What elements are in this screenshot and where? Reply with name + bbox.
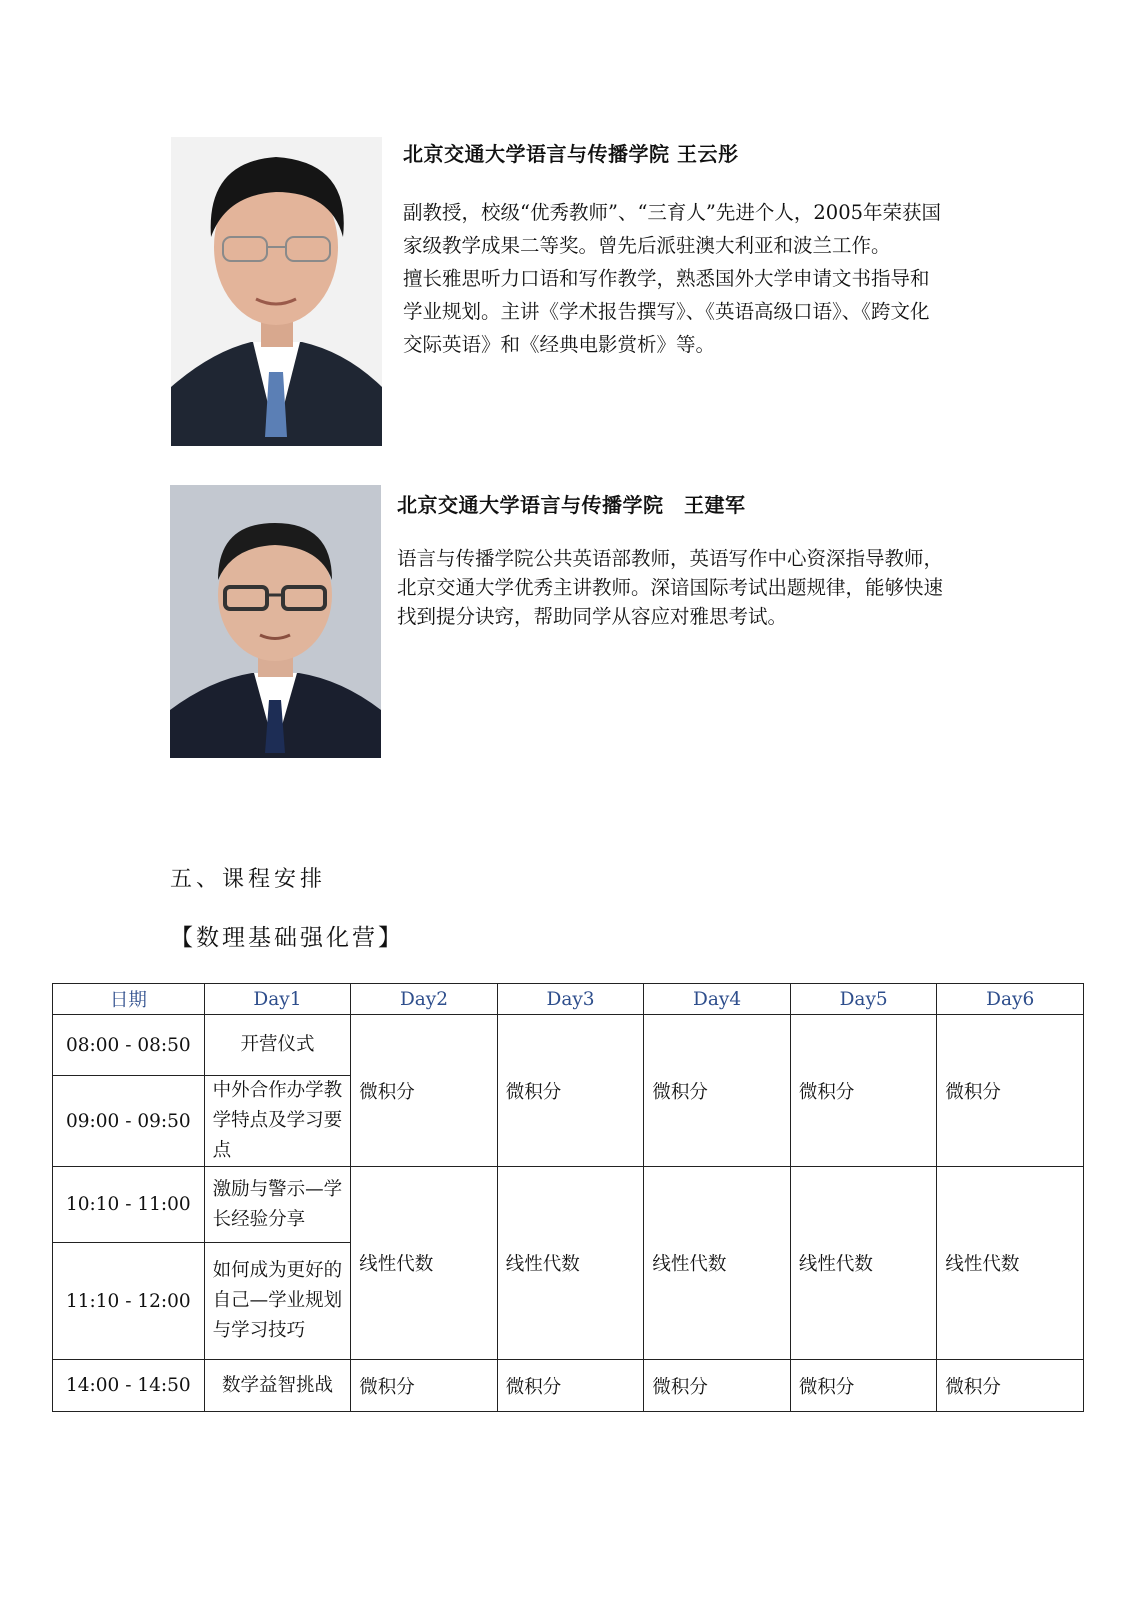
table-row — [53, 1167, 1084, 1243]
section-title: 五、课程安排 — [170, 867, 327, 892]
time-slot: 09:00 - 09:50 — [53, 1076, 205, 1167]
course-cell: 微积分 — [790, 1015, 937, 1167]
course-cell: 线性代数 — [790, 1167, 937, 1360]
table-row — [53, 1360, 1084, 1412]
course-cell: 微积分 — [937, 1360, 1084, 1412]
course-cell: 微积分 — [351, 1015, 498, 1167]
time-slot: 10:10 - 11:00 — [53, 1167, 205, 1243]
schedule-header-row — [53, 984, 1084, 1015]
teacher-1-bio — [403, 196, 946, 361]
course-cell: 线性代数 — [644, 1167, 791, 1360]
time-slot: 14:00 - 14:50 — [53, 1360, 205, 1412]
header-day1: Day1 — [204, 984, 351, 1015]
course-cell: 线性代数 — [497, 1167, 644, 1360]
day1-activity: 中外合作办学教学特点及学习要点 — [204, 1076, 351, 1167]
course-cell: 微积分 — [644, 1015, 791, 1167]
teacher-2-bio — [397, 544, 946, 631]
course-cell: 微积分 — [497, 1360, 644, 1412]
day1-activity: 激励与警示—学长经验分享 — [204, 1167, 351, 1243]
day1-activity: 开营仪式 — [204, 1015, 351, 1076]
teacher-1-heading: 北京交通大学语言与传播学院 王云彤 — [403, 142, 739, 166]
header-day4: Day4 — [644, 984, 791, 1015]
teacher-1-bio-para-1: 副教授，校级“优秀教师”、“三育人”先进个人，2005年荣获国家级教学成果二等奖。曾先后派驻澳大利亚和波兰工作。 — [403, 201, 942, 257]
teacher-2-bio-para-1: 语言与传播学院公共英语部教师，英语写作中心资深指导教师，北京交通大学优秀主讲教师。深谙国际考试出题规律，能够快速找到提分诀窍，帮助同学从容应对雅思考试。 — [397, 547, 944, 628]
course-cell: 线性代数 — [937, 1167, 1084, 1360]
header-day3: Day3 — [497, 984, 644, 1015]
header-day5: Day5 — [790, 984, 937, 1015]
day1-activity: 如何成为更好的自己—学业规划与学习技巧 — [204, 1243, 351, 1360]
teacher-photo-wang-jianjun — [170, 485, 381, 758]
camp-title: 【数理基础强化营】 — [170, 925, 404, 951]
day1-activity: 数学益智挑战 — [204, 1360, 351, 1412]
time-slot: 11:10 - 12:00 — [53, 1243, 205, 1360]
course-cell: 微积分 — [937, 1015, 1084, 1167]
time-slot: 08:00 - 08:50 — [53, 1015, 205, 1076]
schedule-table — [52, 983, 1084, 1412]
teacher-2-heading: 北京交通大学语言与传播学院 王建军 — [397, 493, 746, 517]
header-day2: Day2 — [351, 984, 498, 1015]
course-cell: 微积分 — [497, 1015, 644, 1167]
teacher-photo-wang-yuntong — [171, 137, 382, 446]
course-cell: 微积分 — [351, 1360, 498, 1412]
header-date: 日期 — [53, 984, 205, 1015]
course-cell: 线性代数 — [351, 1167, 498, 1360]
course-cell: 微积分 — [644, 1360, 791, 1412]
header-day6: Day6 — [937, 984, 1084, 1015]
teacher-1-bio-para-2: 擅长雅思听力口语和写作教学，熟悉国外大学申请文书指导和学业规划。主讲《学术报告撰写》、《英语高级口语》、《跨文化交际英语》和《经典电影赏析》等。 — [403, 267, 930, 356]
table-row — [53, 1015, 1084, 1076]
course-cell: 微积分 — [790, 1360, 937, 1412]
